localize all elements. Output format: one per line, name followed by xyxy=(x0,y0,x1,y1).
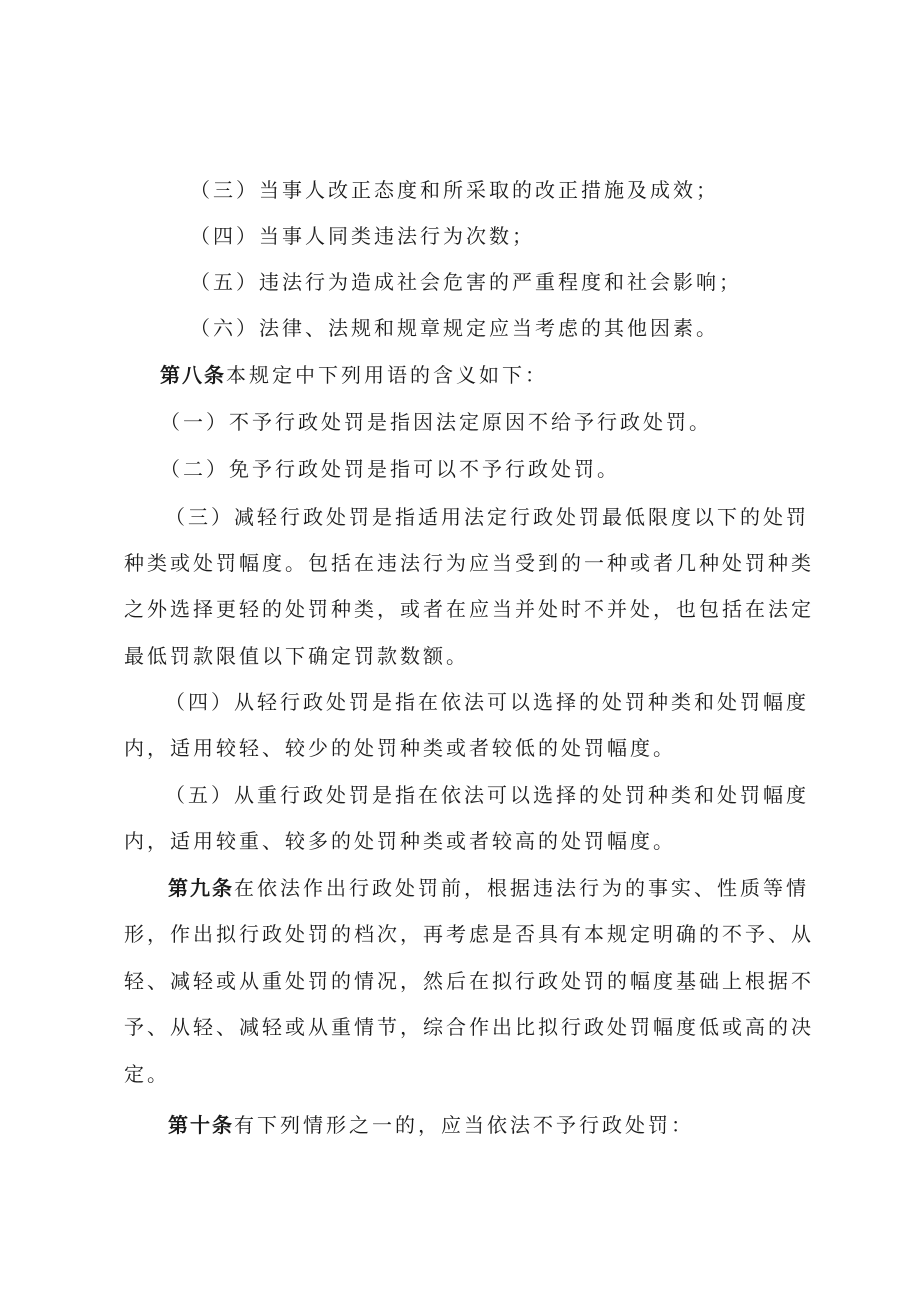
definition-item-3-line: （三）减轻行政处罚是指适用法定行政处罚最低限度以下的处罚 xyxy=(165,505,809,529)
definition-item-2: （二）免予行政处罚是指可以不予行政处罚。 xyxy=(160,457,620,481)
definition-item-4-line: 内，适用较轻、较少的处罚种类或者较低的处罚幅度。 xyxy=(124,736,676,760)
definition-item-3-line: 之外选择更轻的处罚种类，或者在应当并处时不并处，也包括在法定 xyxy=(124,597,814,621)
article-8-text: 本规定中下列用语的含义如下： xyxy=(226,363,548,387)
article-9-heading: 第九条 xyxy=(168,876,234,900)
definition-item-5-line: （五）从重行政处罚是指在依法可以选择的处罚种类和处罚幅度 xyxy=(165,783,809,807)
article-9-first-text: 在依法作出行政处罚前，根据违法行为的事实、性质等情 xyxy=(234,876,809,900)
list-item-4: （四）当事人同类违法行为次数； xyxy=(190,224,535,248)
article-9-line: 形，作出拟行政处罚的档次，再考虑是否具有本规定明确的不予、从 xyxy=(124,922,814,946)
article-8-heading: 第八条 xyxy=(160,363,226,387)
definition-item-5-line: 内，适用较重、较多的处罚种类或者较高的处罚幅度。 xyxy=(124,829,676,853)
article-10-heading: 第十条 xyxy=(168,1113,234,1137)
list-item-3: （三）当事人改正态度和所采取的改正措施及成效； xyxy=(190,178,719,202)
list-item-5: （五）违法行为造成社会危害的严重程度和社会影响； xyxy=(190,270,742,294)
definition-item-4-line: （四）从轻行政处罚是指在依法可以选择的处罚种类和处罚幅度 xyxy=(165,690,809,714)
list-item-6: （六）法律、法规和规章规定应当考虑的其他因素。 xyxy=(190,316,719,340)
definition-item-3-line: 最低罚款限值以下确定罚款数额。 xyxy=(124,644,469,668)
article-9-line: 予、从轻、减轻或从重情节，综合作出比拟行政处罚幅度低或高的决 xyxy=(124,1015,814,1039)
article-9-line: 定。 xyxy=(124,1062,170,1086)
article-8 xyxy=(160,360,548,390)
article-10-text: 有下列情形之一的，应当依法不予行政处罚： xyxy=(234,1113,694,1137)
definition-item-3-line: 种类或处罚幅度。包括在违法行为应当受到的一种或者几种处罚种类 xyxy=(124,551,814,575)
article-9-first-line xyxy=(168,873,809,903)
definition-item-1: （一）不予行政处罚是指因法定原因不给予行政处罚。 xyxy=(160,410,712,434)
article-9-line: 轻、减轻或从重处罚的情况，然后在拟行政处罚的幅度基础上根据不 xyxy=(124,969,814,993)
article-10 xyxy=(168,1110,694,1140)
